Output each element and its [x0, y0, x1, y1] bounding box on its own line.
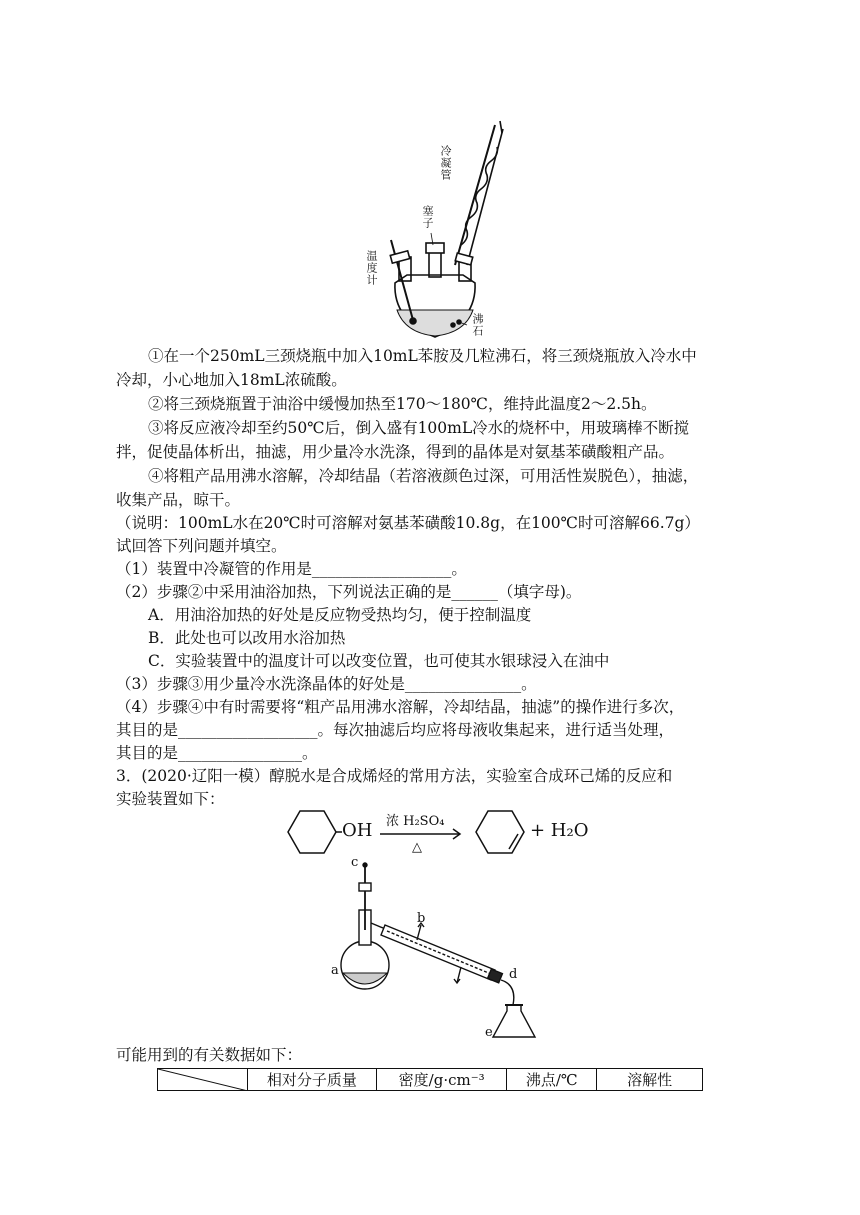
label-d: d [509, 967, 518, 982]
question-4-line-2: 其目的是__________________。每次抽滤后均应将母液收集起来，进行适当处理， [116, 721, 675, 739]
reactant-oh-group: OH [342, 820, 373, 841]
distillation-diagram [325, 855, 540, 1045]
problem-3-line-1: 3．(2020·辽阳一模）醇脱水是合成烯烃的常用方法，实验室合成环己烯的反应和 [116, 767, 673, 785]
three-neck-flask-diagram [355, 115, 515, 347]
label-e: e [485, 1025, 493, 1040]
step-1-line-1: ①在一个250mL三颈烧瓶中加入10mL苯胺及几粒沸石，将三颈烧瓶放入冷水中 [148, 347, 697, 365]
header-boiling-point: 沸点/℃ [507, 1069, 597, 1091]
label-c: c [351, 855, 359, 870]
question-1: （1）装置中冷凝管的作用是__________________。 [116, 560, 467, 578]
step-3-line-2: 拌，促使晶体析出，抽滤，用少量冷水洗涤，得到的晶体是对氨基苯磺酸粗产品。 [116, 443, 675, 461]
question-2-option-a: A．用油浴加热的好处是反应物受热均匀，便于控制温度 [148, 606, 532, 624]
question-2-option-b: B．此处也可以改用水浴加热 [148, 629, 346, 647]
step-4-line-2: 收集产品，晾干。 [116, 491, 241, 509]
step-1-line-2: 冷却，小心地加入18mL浓硫酸。 [116, 371, 347, 389]
question-2-option-c: C．实验装置中的温度计可以改变位置，也可使其水银球浸入在油中 [148, 652, 610, 670]
instruction: 试回答下列问题并填空。 [116, 537, 287, 555]
step-4-line-1: ④将粗产品用沸水溶解，冷却结晶（若溶液颜色过深，可用活性炭脱色），抽滤， [148, 467, 699, 485]
data-table [157, 1068, 703, 1091]
condenser-label: 冷凝管 [439, 145, 452, 181]
thermometer-label: 温度计 [365, 250, 378, 286]
table-intro: 可能用到的有关数据如下： [116, 1046, 303, 1064]
label-b: b [417, 911, 426, 926]
problem-3-line-2: 实验装置如下： [116, 790, 225, 808]
apparatus-figure-2 [325, 855, 540, 1045]
header-density: 密度/g·cm⁻³ [377, 1069, 507, 1091]
apparatus-figure-1 [355, 115, 515, 347]
table-corner-cell [158, 1069, 248, 1091]
reaction-reagent: 浓 H₂SO₄ [386, 814, 445, 829]
solubility-note: （说明：100mL水在20℃时可溶解对氨基苯磺酸10.8g，在100℃时可溶解66.7g） [116, 514, 700, 532]
boiling-stone-label: 沸石 [471, 313, 484, 337]
header-molar-mass: 相对分子质量 [247, 1069, 376, 1091]
diagonal-line [158, 1069, 248, 1091]
header-solubility: 溶解性 [597, 1069, 703, 1091]
question-4-line-3: 其目的是________________。 [116, 744, 318, 762]
reaction-condition: △ [412, 840, 422, 855]
question-4-line-1: （4）步骤④中有时需要将“粗产品用沸水溶解，冷却结晶，抽滤”的操作进行多次， [116, 698, 685, 716]
step-3-line-1: ③将反应液冷却至约50℃后，倒入盛有100mL冷水的烧杯中，用玻璃棒不断搅 [148, 419, 690, 437]
stopper-label: 塞子 [421, 205, 434, 229]
reaction-byproduct: + H₂O [530, 820, 589, 841]
step-2: ②将三颈烧瓶置于油浴中缓慢加热至170～180℃，维持此温度2～2.5h。 [148, 395, 657, 413]
label-a: a [331, 963, 339, 978]
table-header-row [158, 1069, 703, 1091]
question-2: （2）步骤②中采用油浴加热，下列说法正确的是______（填字母)。 [116, 583, 582, 601]
question-3: （3）步骤③用少量冷水洗涤晶体的好处是_______________。 [116, 675, 537, 693]
